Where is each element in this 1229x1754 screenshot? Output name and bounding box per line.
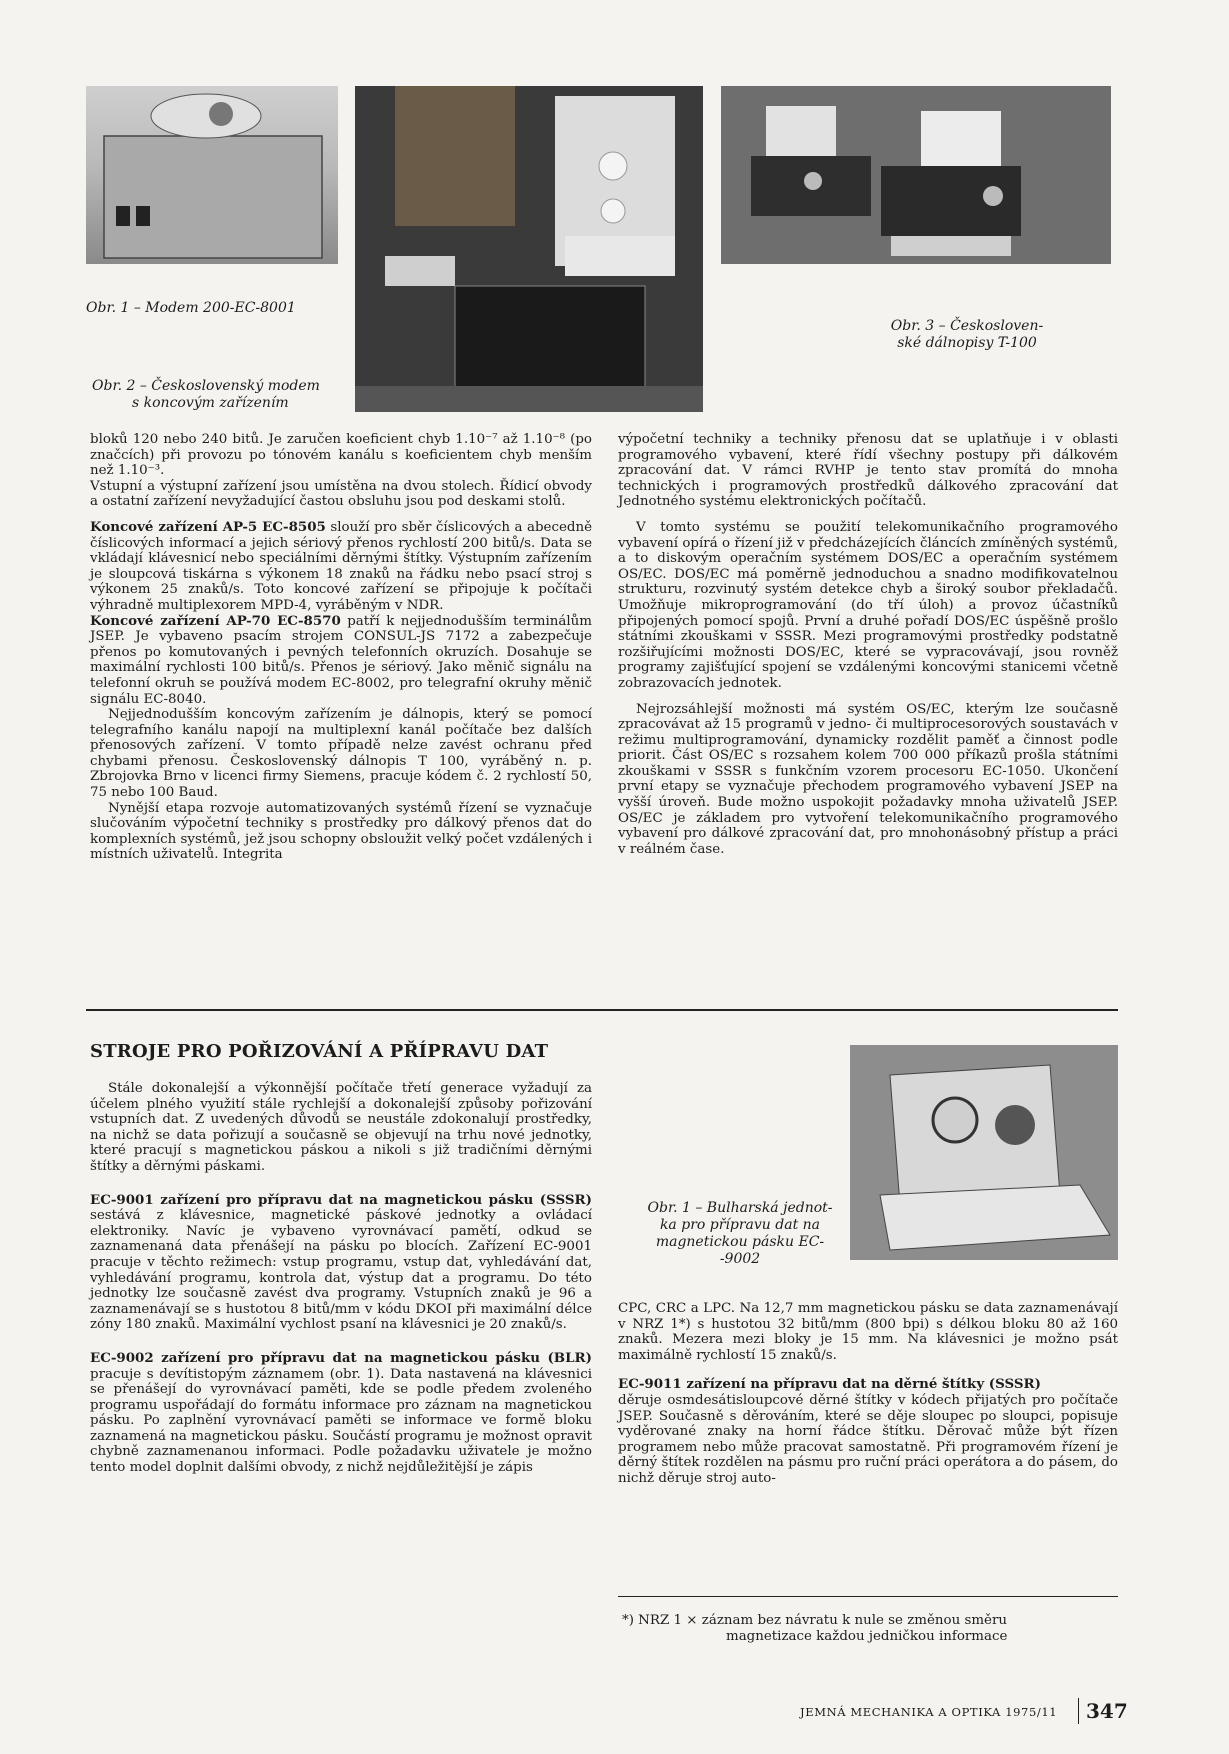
photo-modem-200-ec-8001: [86, 86, 338, 264]
photo-ec-9002: [850, 1045, 1118, 1260]
caption-fig3: Obr. 3 – Českosloven- ské dálnopisy T-100: [890, 318, 1044, 351]
heading-ec9011: EC-9011 zařízení na přípravu dat na děrné štítky (SSSR): [618, 1376, 1041, 1393]
footer-separator: [1078, 1698, 1079, 1724]
heading-ec9001: EC-9001 zařízení pro přípravu dat na magnetickou pásku (SSSR): [90, 1191, 592, 1208]
paragraph: CPC, CRC a LPC. Na 12,7 mm magnetickou pásku se data zaznamenávají v NRZ 1*) s hustotou 32 bitů/mm (800 bpi) s délkou bloku 80 až 160 znaků. Mezera mezi bloky je 15 mm. Na klávesnici je možno psát maximálně rychlostí 15 znaků/s.: [618, 1301, 1118, 1363]
paragraph: Koncové zařízení AP-5 EC-8505 slouží pro sběr číslicových a abecedně číslicových informací a jejich sériový přenos rychlostí 200 bitů/s. Data se vkládají klávesnicí nebo speciálními děrnými štítky. Výstupním zařízením je sloupcová tiskárna s výkonem 18 znaků na řádku nebo psací stroj s výkonem 25 znaků/s. Toto koncové zařízení se připojuje k počítači výhradně multiplexorem MPD-4, vyráběným v NDR.: [90, 518, 592, 613]
term-ap5: Koncové zařízení AP-5 EC-8505: [90, 518, 326, 535]
top-left-column: [90, 432, 592, 863]
paragraph: Stále dokonalejší a výkonnější počítače třetí generace vyžadují za účelem plného využití stále rychlejší a dokonalejší způsoby pořizování vstupních dat. Z uvedených důvodů se neustále zdokonalují prostředky, na nichž se data pořizují a současně se objevují na trhu nové jednotky, které pracují s magnetickou páskou a nikoli s již tradičními děrnými štítky a děrnými páskami.: [90, 1081, 592, 1174]
paragraph: Koncové zařízení AP-70 EC-8570 patří k nejjednodušším terminálům JSEP. Je vybaveno psacím strojem CONSUL-JS 7172 a zabezpečuje přenos po komutovaných i pevných telefonních okruzích. Dosahuje se maximální rychlosti 100 bitů/s. Přenos je sériový. Jako měnič signálu na telefonní okruh se používá modem EC-8002, pro telegrafní okruhy měnič signálu EC-8040.: [90, 612, 592, 707]
heading-ec9002: EC-9002 zařízení pro přípravu dat na magnetickou pásku (BLR): [90, 1349, 592, 1366]
footnote-rule: [618, 1596, 1118, 1597]
footnote: *) NRZ 1 × záznam bez návratu k nule se změnou směru magnetizace každou jedničkou informace: [622, 1613, 1008, 1644]
section-left-column: [90, 1081, 592, 1476]
paragraph: Nejjednodušším koncovým zařízením je dálnopis, který se pomocí telegrafního kanálu napojí na multiplexní kanál počítače bez dalších přenosových zařízení. V tomto případě nelze zavést ochranu před chybami přenosu. Československý dálnopis T 100, vyráběný n. p. Zbrojovka Brno v licenci firmy Siemens, pracuje kódem č. 2 rychlostí 50, 75 nebo 100 Baud.: [90, 707, 592, 801]
paragraph: EC-9001 zařízení pro přípravu dat na magnetickou pásku (SSSR) sestává z klávesnice, magnetické páskové jednotky a ovládací elektroniky. Navíc je vybaveno vyrovnávací pamětí, odkud se zaznamenaná data přenášejí na pásku po blocích. Zařízení EC-9001 pracuje v těchto režimech: vstup programu, vstup dat, vyhledávání dat, vyhledávání programu, kontrola dat, výstup dat a programu. Do této jednotky lze současně zavést dva programy. Vstupních znaků je 96 a zaznamenávají se s hustotou 8 bitů/mm v kódu DKOI při maximální délce zóny 180 znaků. Maximální vychlost psaní na klávesnici je 20 znaků/s.: [90, 1191, 592, 1333]
section-title: STROJE PRO POŘIZOVÁNÍ A PŘÍPRAVU DAT: [90, 1041, 549, 1062]
journal-footer: JEMNÁ MECHANIKA A OPTIKA 1975/11: [800, 1705, 1058, 1719]
paragraph: V tomto systému se použití telekomunikačního programového vybavení opírá o řízení již v předcházejících článcích zmíněných systémů, a to diskovým operačním systémem DOS/EC a operačním systémem OS/EC. DOS/EC má poměrně jednoduchou a snadno modifikovatelnou strukturu, rozvinutý systém detekce chyb a široký soubor překladačů. Umožňuje mikroprogramování (do tří úloh) a provoz účastníků připojených pomocí spojů. První a druhé pořadí DOS/EC úspěšně prošlo státními zkouškami v SSSR. Mezi programovými prostředky podstatně rozšiřujícími možnosti DOS/EC, které se vypracovávají, jsou rovněž programy zajišťující spojení se vzdálenými koncovými stanicemi včetně zobrazovacích jednotek.: [618, 519, 1118, 691]
section-right-column: [618, 1301, 1118, 1487]
caption-fig2: Obr. 2 – Československý modem s koncovým zařízením: [92, 378, 320, 411]
photo-modem-with-terminal: [355, 86, 703, 412]
top-right-column: [618, 432, 1118, 857]
paragraph: EC-9002 zařízení pro přípravu dat na magnetickou pásku (BLR) pracuje s devítistopým záznamem (obr. 1). Data nastavená na klávesnici se přenášejí do vyrovnávací paměti, kde se podle předem zvoleného programu uspořádají do formátu informace pro záznam na magnetickou pásku. Po zaplnění vyrovnávací paměti se informace ve formě bloku zaznamená na magnetickou pásku. Součástí programu je možnost opravit chybně zaznamenanou informaci. Podle požadavku uživatele je možno tento model doplnit dalšími obvody, z nichž nejdůležitější je zápis: [90, 1349, 592, 1476]
paragraph: Vstupní a výstupní zařízení jsou umístěna na dvou stolech. Řídicí obvody a ostatní zařízení nevyžadující častou obsluhu jsou pod deskami stolů.: [90, 478, 592, 510]
paragraph: EC-9011 zařízení na přípravu dat na děrné štítky (SSSR) děruje osmdesátisloupcové děrné štítky v kódech přijatých pro počítače JSEP. Současně s děrováním, které se děje sloupec po sloupci, popisuje vyděrované znaky na horní řádce štítku. Děrovač může být řízen programem nebo může pracovat samostatně. Při programovém řízení je děrný štítek rozdělen na pásmu pro ruční práci operátora a do pásem, do nichž děruje stroj auto-: [618, 1376, 1118, 1486]
term-ap70: Koncové zařízení AP-70 EC-8570: [90, 612, 341, 629]
caption-fig1: Obr. 1 – Modem 200-EC-8001: [86, 300, 296, 316]
page-number: 347: [1086, 1699, 1128, 1723]
paragraph: Nynější etapa rozvoje automatizovaných systémů řízení se vyznačuje slučováním výpočetní techniky s prostředky pro dálkový přenos dat do komplexních systémů, jež jsou schopny obsloužit velký počet vzdálených i místních uživatelů. Integrita: [90, 800, 592, 863]
caption-ec-9002: Obr. 1 – Bulharská jednot- ka pro přípravu dat na magnetickou pásku EC- -9002: [647, 1200, 833, 1267]
paragraph: Nejrozsáhlejší možnosti má systém OS/EC, kterým lze současně zpracovávat až 15 programů v jedno- či multiprocesorových soustavách v režimu multiprogramování, dynamicky rozdělit paměť a činnost podle priorit. Část OS/EC s rozsahem kolem 700 000 příkazů prošla státními zkouškami v SSSR s funkčním vzorem procesoru EC-1050. Ukončení první etapy se vyznačuje přechodem programového vybavení JSEP na vyšší úroveň. Bude možno uspokojit požadavky mnoha uživatelů JSEP. OS/EC je základem pro vytvoření telekomunikačního programového vybavení pro dálkové zpracování dat, pro mnohonásobný přístup a práci v reálném čase.: [618, 701, 1118, 857]
paragraph: výpočetní techniky a techniky přenosu dat se uplatňuje i v oblasti programového vybavení, které řídí všechny postupy při dálkovém zpracování dat. V rámci RVHP je tento stav promítá do mnoha technických i programových prostředků dálkového zpracování dat Jednotného systému elektronických počítačů.: [618, 432, 1118, 510]
paragraph: bloků 120 nebo 240 bitů. Je zaručen koeficient chyb 1.10⁻⁷ až 1.10⁻⁸ (po značcích) při provozu po tónovém kanálu s koeficientem chyb menším než 1.10⁻³.: [90, 432, 592, 479]
section-divider: [86, 1009, 1118, 1011]
photo-teleprinters-t100: [721, 86, 1111, 264]
